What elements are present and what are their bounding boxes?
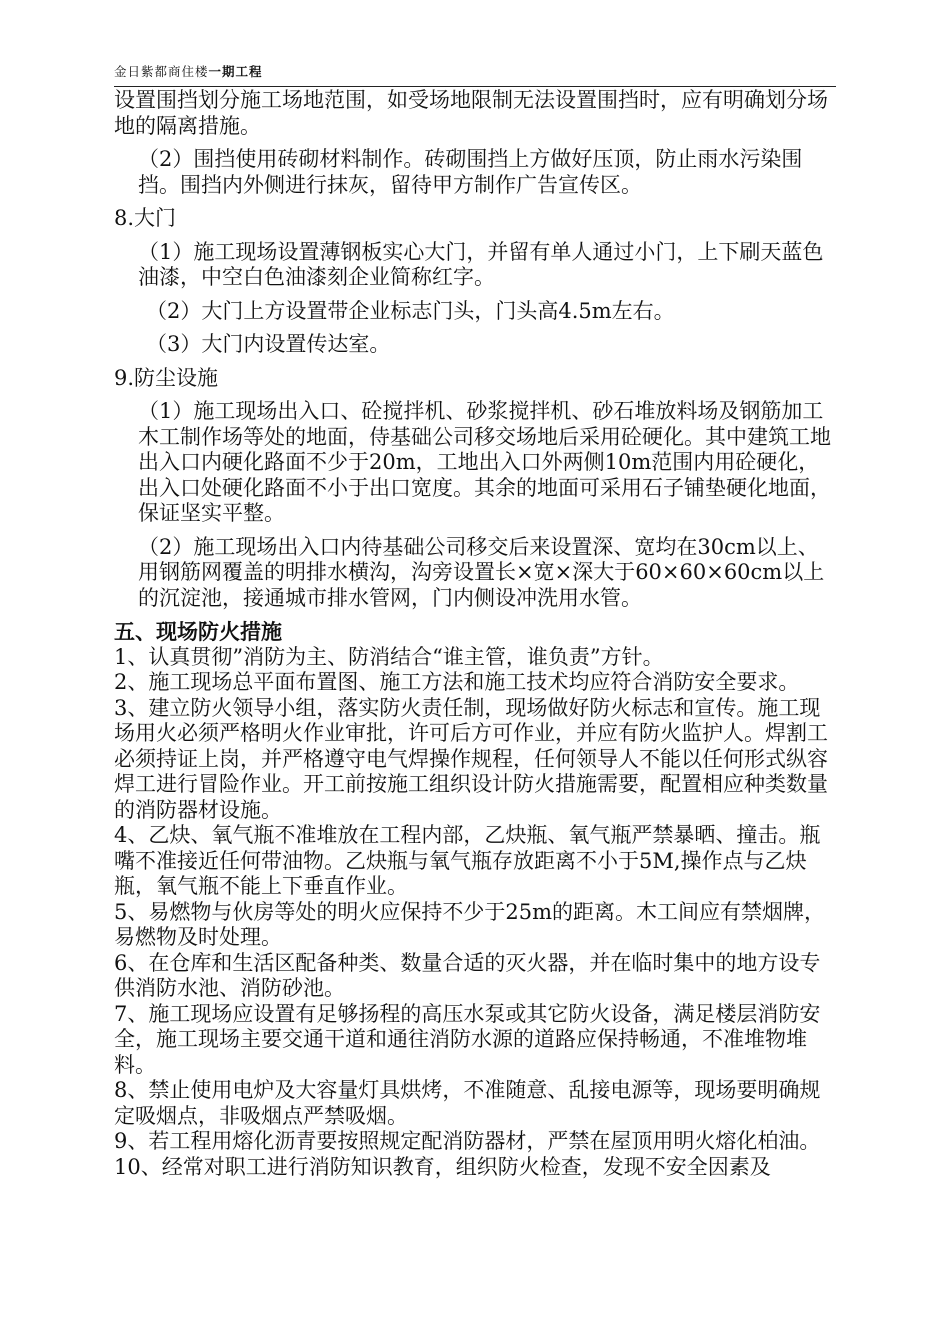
page-header: [114, 64, 836, 80]
header-rule: [114, 86, 836, 87]
fire-item-5: 5、易燃物与伙房等处的明火应保持不少于25m的距离。木工间应有禁烟牌，易燃物及时处理。: [114, 899, 825, 949]
fire-item-7: 7、施工现场应设置有足够扬程的高压水泵或其它防火设备，满足楼层消防安全，施工现场主要交通干道和通往消防水源的道路应保持畅通，不准堆物堆料。: [114, 1001, 821, 1077]
section-fire-heading: 五、现场防火措施: [114, 619, 282, 644]
header-phase: 一期工程: [208, 64, 263, 79]
fire-item-1: 1、认真贯彻”消防为主、防消结合“谁主管，谁负责”方针。: [114, 644, 664, 669]
document-body: [114, 88, 838, 1180]
section-gate-heading: 8.大门: [114, 206, 177, 230]
fire-item-8: 8、禁止使用电炉及大容量灯具烘烤，不准随意、乱接电源等，现场要明确规定吸烟点，非吸烟点严禁吸烟。: [114, 1078, 821, 1128]
paragraph-gate-1: （1）施工现场设置薄钢板实心大门，并留有单人通过小门，上下刷天蓝色油漆，中空白色油漆刻企业简称红字。: [138, 239, 824, 289]
section-dust-heading: 9.防尘设施: [114, 365, 219, 390]
fire-item-2: 2、施工现场总平面布置图、施工方法和施工技术均应符合消防安全要求。: [114, 670, 800, 694]
fire-item-10: 10、经常对职工进行消防知识教育，组织防火检查，发现不安全因素及: [114, 1154, 771, 1179]
paragraph-fence-2: （2）围挡使用砖砌材料制作。砖砌围挡上方做好压顶，防止雨水污染围挡。围挡内外侧进行抹灰，留待甲方制作广告宣传区。: [138, 147, 803, 197]
fire-item-6: 6、在仓库和生活区配备种类、数量合适的灭火器，并在临时集中的地方设专供消防水池、消防砂池。: [114, 950, 821, 1000]
paragraph-gate-3: （3）大门内设置传达室。: [146, 332, 391, 356]
paragraph-fence-continued: 设置围挡划分施工场地范围，如受场地限制无法设置围挡时，应有明确划分场地的隔离措施。: [114, 88, 828, 138]
fire-item-9: 9、若工程用熔化沥青要按照规定配消防器材，严禁在屋顶用明火熔化柏油。: [114, 1129, 821, 1153]
header-project-name: 金日紫都商住楼: [114, 64, 209, 79]
fire-item-3: 3、建立防火领导小组，落实防火责任制，现场做好防火标志和宣传。施工现场用火必须严格明火作业审批，许可后方可作业，并应有防火监护人。焊割工必须持证上岗，并严格遵守电气焊操作规程，任何领导人不能以任何形式纵容焊工进行冒险作业。开工前按施工组织设计防火措施需要，配置相应种类数量的消防器材设施。: [114, 695, 828, 822]
paragraph-dust-1: （1）施工现场出入口、砼搅拌机、砂浆搅拌机、砂石堆放料场及钢筋加工木工制作场等处的地面，侍基础公司移交场地后采用砼硬化。其中建筑工地出入口内硬化路面不少于20m，工地出入口外两侧10m范围内用砼硬化，出入口处硬化路面不小于出口宽度。其余的地面可采用石子铺垫硬化地面，保证坚实平整。: [138, 399, 831, 525]
paragraph-gate-2: （2）大门上方设置带企业标志门头，门头高4.5m左右。: [146, 298, 675, 323]
fire-item-4: 4、乙炔、氧气瓶不准堆放在工程内部，乙炔瓶、氧气瓶严禁暴晒、撞击。瓶嘴不准接近任何带油物。乙炔瓶与氧气瓶存放距离不小于5M,操作点与乙炔瓶，氧气瓶不能上下垂直作业。: [114, 823, 821, 898]
paragraph-dust-2: （2）施工现场出入口内待基础公司移交后来设置深、宽均在30cm以上、用钢筋网覆盖的明排水横沟，沟旁设置长×宽×深大于60×60×60cm以上的沉淀池，接通城市排水管网，门内侧设冲洗用水管。: [138, 534, 825, 610]
